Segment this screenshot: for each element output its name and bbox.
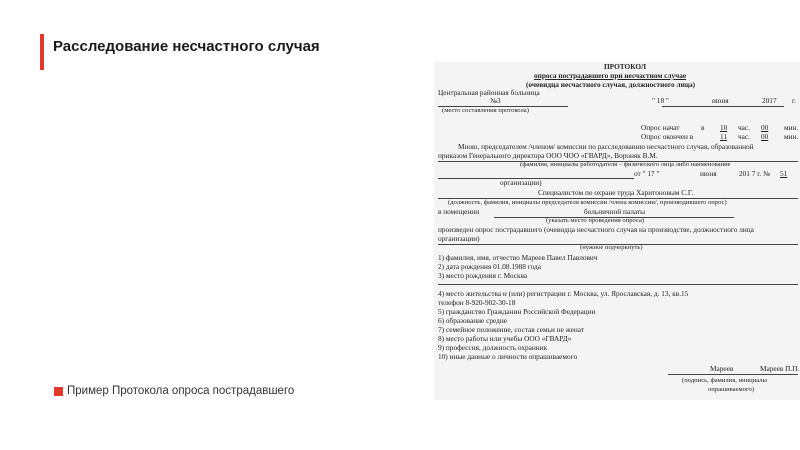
doc-conducted-line2: организации) [438,234,480,243]
doc-date-year: 2017 [762,96,777,105]
doc-date-day: " 18 " [652,96,669,105]
doc-commission-line1: Мною, председателем /членом/ комиссии по расследованию несчастного случая, образованной [458,142,754,151]
doc-place-hint: (место составления протокола) [442,107,529,114]
doc-item-4: 4) место жительства и (или) регистрации г. Москва, ул. Ярославская, д. 13, кв.15 [438,289,689,298]
doc-order-year: 201 7 г. № [739,169,771,178]
doc-end-hour: 11 [720,132,728,141]
doc-start-min-label: мин. [784,123,799,132]
doc-subtitle-1: опроса пострадавшего при несчастном случае [534,71,687,80]
doc-date-suffix: г. [792,96,796,105]
doc-item-8: 8) место работы или учебы ООО «ГВАРД» [438,334,572,343]
doc-end-hour-label: час. [738,132,750,141]
doc-hospital: Центральная районная больница [438,88,540,97]
doc-place-of-hint: (указать место проведения опроса) [546,217,645,224]
doc-end-label: Опрос окончен в [641,132,694,141]
slide-caption [54,385,294,397]
doc-order-from: от " 17 " [634,169,660,178]
caption-bullet-icon [54,387,63,396]
doc-hospital-no: №3 [490,96,501,105]
doc-start-min: 00 [761,123,769,132]
doc-sign-hint1: (подпись, фамилия, инициалы [682,377,767,384]
doc-underline-hint: (нужное подчеркнуть) [580,244,643,251]
doc-item-1: 1) фамилия, имя, отчество Мареев Павел Павлович [438,253,598,262]
doc-start-hour-label: час. [738,123,750,132]
doc-start-hour: 10 [720,123,728,132]
doc-order-no: 51 [780,169,788,178]
slide-title: Расследование несчастного случая [53,38,320,55]
doc-item-6: 6) образование средне [438,316,507,325]
doc-premises-label: в помещении [438,207,480,216]
doc-title: ПРОТОКОЛ [604,62,647,71]
doc-start-in: в [701,123,705,132]
doc-organization: организации) [500,178,542,187]
doc-item-9: 9) профессия, должность охранник [438,343,548,352]
doc-end-min: 00 [761,132,769,141]
doc-employer-hint: (фамилия, инициалы работодателя – физического лица либо наименование [520,161,731,168]
doc-item-10: 10) иные данные о личности опрашиваемого [438,352,578,361]
caption-text: Пример Протокола опроса пострадавшего [67,385,295,397]
doc-position-hint: (должность, фамилия, инициалы председателя комиссии /члена комиссии/, производившего опрос) [448,199,727,206]
doc-order-month: июня [700,169,717,178]
doc-sign-name1: Мареев [710,364,734,373]
doc-sign-name2: Мареев П.П. [760,364,800,373]
doc-start-label: Опрос начат [641,123,680,132]
doc-sign-hint2: опрашиваемого) [708,386,755,393]
doc-specialist: Специалистом по охране труда Харитоновым С.Г. [538,188,694,197]
doc-item-2: 2) дата рождения 01.08.1988 года [438,262,541,271]
doc-item-3: 3) место рождения г. Москва [438,271,528,280]
doc-item-phone: телефон 8-920-902-30-18 [438,298,516,307]
protocol-document-image [434,62,800,400]
doc-commission-line2: приказом Генерального директора ООО ЧОО «ГВАРД», Вороняк В.М. [438,151,658,160]
doc-item-5: 5) гражданство Гражданин Российской Федерации [438,307,596,316]
doc-subtitle-2: (очевидца несчастного случая, должностного лица) [526,80,696,89]
doc-conducted-line1: произведен опрос пострадавшего (очевидца несчастного случая на производстве, должностного лица [438,225,754,234]
doc-item-7: 7) семейное положение, состав семьи не женат [438,325,585,334]
doc-date-month: июня [712,96,729,105]
doc-premises-value: больничной палаты [584,207,645,216]
doc-end-min-label: мин. [784,132,799,141]
title-accent-bar [40,34,44,70]
